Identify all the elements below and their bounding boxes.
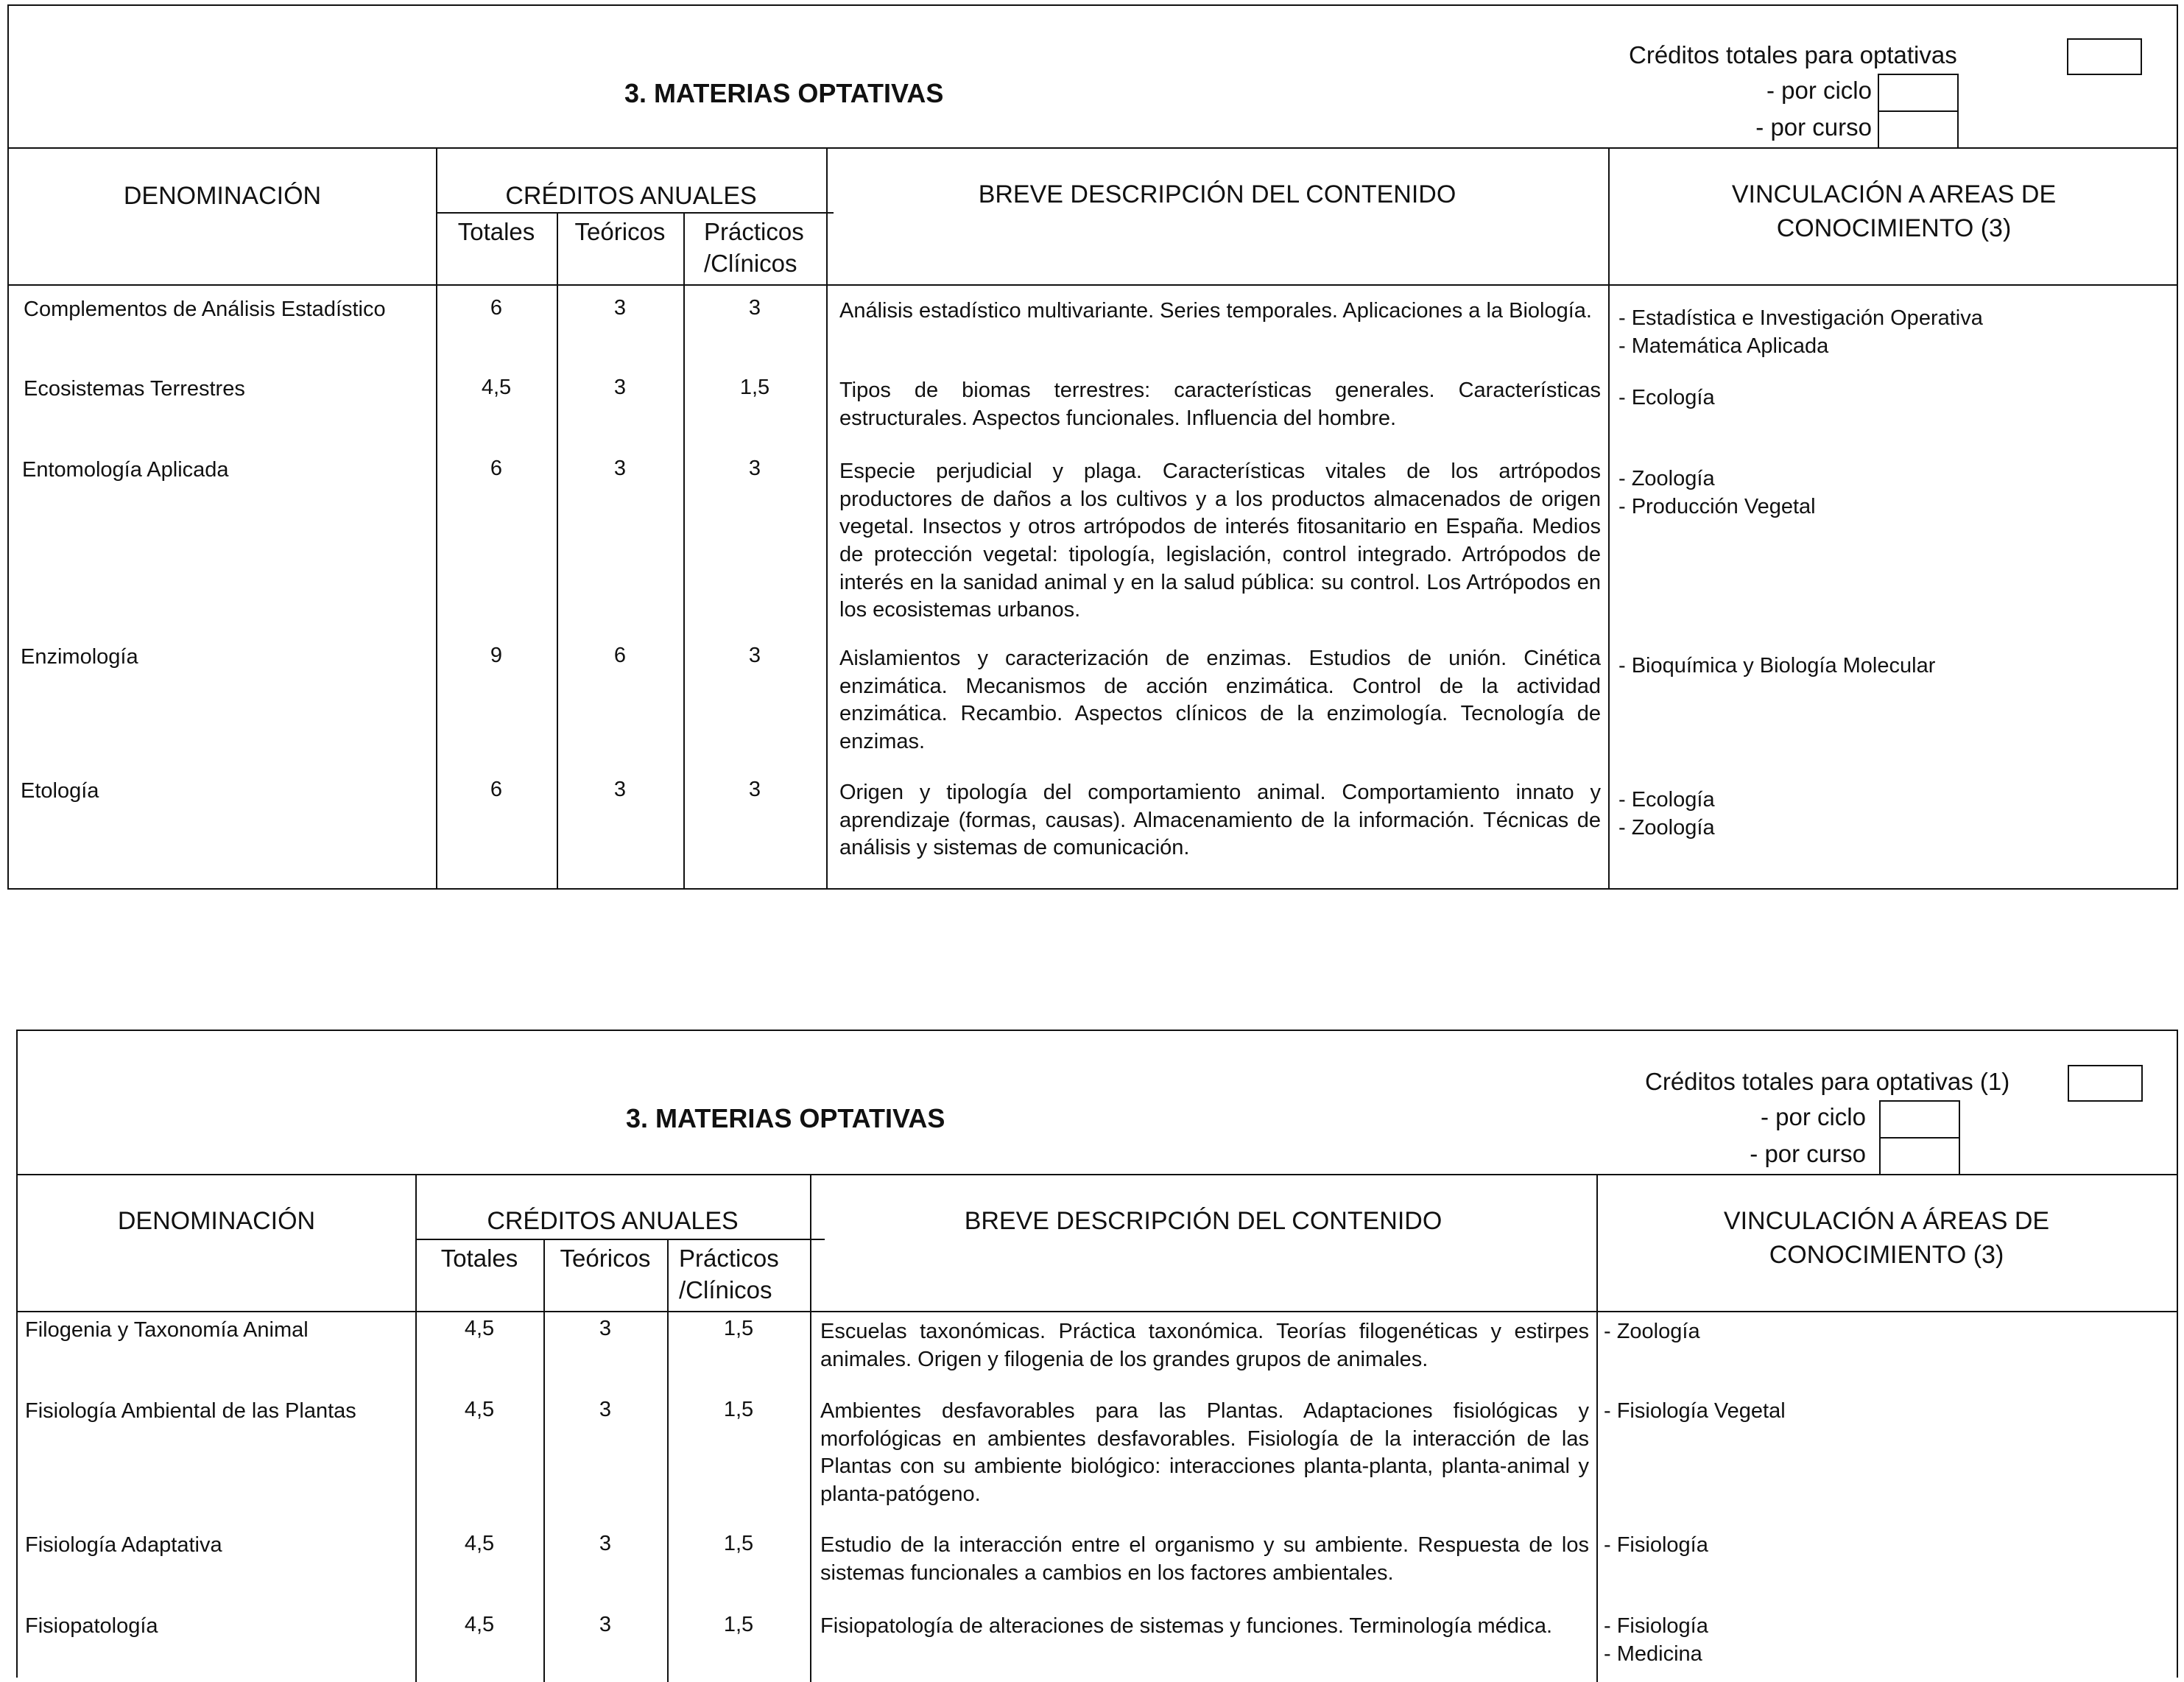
header-vinculacion-line2: CONOCIMIENTO (3) [1776,214,2012,242]
row-name: Etología [21,779,99,803]
per-cycle-label: - por ciclo [1760,1103,1866,1130]
row-name: Fisiología Ambiental de las Plantas [25,1399,356,1423]
header-denominacion: DENOMINACIÓN [123,182,322,210]
header-descripcion: BREVE DESCRIPCIÓN DEL CONTENIDO [978,180,1456,208]
header-practicos-line2: /Clínicos [679,1275,772,1303]
row-totales: 4,5 [464,1613,495,1636]
header-teoricos: Teóricos [574,218,666,245]
credits-subheader-line [415,1239,825,1240]
area-item: - Ecología [1618,386,1715,409]
row-name: Complementos de Análisis Estadístico [24,298,386,321]
row-totales: 4,5 [464,1317,495,1340]
row-practicos: 1,5 [723,1317,754,1340]
row-teoricos: 3 [599,1613,612,1636]
row-practicos: 1,5 [739,376,770,399]
area-item: - Matemática Aplicada [1618,334,1829,358]
row-totales: 4,5 [464,1532,495,1555]
row-name: Enzimología [21,645,138,669]
row-description: Estudio de la interacción entre el organismo y su ambiente. Respuesta de los sistemas funcionales a cambios en los factores ambientales. [820,1533,1589,1585]
area-item: - Zoología [1604,1320,1700,1343]
area-item: - Zoología [1618,467,1715,490]
row-teoricos: 3 [599,1398,612,1421]
row-description: Tipos de biomas terrestres: características generales. Características estructurales. Aspectos funcionales. Influencia del hombre. [839,379,1601,430]
per-course-label: - por curso [1755,113,1872,141]
row-areas [1618,787,1715,842]
area-item: - Medicina [1604,1641,1702,1666]
row-totales: 6 [490,457,503,480]
header-creditos: CRÉDITOS ANUALES [487,1207,739,1235]
row-teoricos: 3 [599,1532,612,1555]
row-areas [1604,1398,1786,1426]
header-practicos [683,217,826,280]
row-teoricos: 6 [613,644,627,667]
row-teoricos: 3 [613,457,627,480]
row-areas [1618,652,1935,680]
row-name: Fisiología Adaptativa [25,1533,222,1557]
header-top-line [18,1174,2177,1175]
row-totales: 4,5 [481,376,512,399]
header-vinculacion-line1: VINCULACIÓN A AREAS DE [1731,180,2057,208]
area-item: - Fisiología [1604,1533,1708,1557]
row-practicos: 1,5 [723,1613,754,1636]
header-vinculacion [1596,1205,2177,1273]
header-teoricos: Teóricos [560,1245,651,1272]
row-areas [1618,465,1816,521]
row-description: Fisiopatología de alteraciones de sistemas y funciones. Terminología médica. [820,1614,1553,1638]
row-name: Fisiopatología [25,1614,158,1638]
header-bottom-line [9,284,2177,286]
row-practicos: 3 [748,778,761,801]
row-practicos: 1,5 [723,1398,754,1421]
row-totales: 4,5 [464,1398,495,1421]
per-course-box [1879,1137,1960,1139]
header-totales: Totales [440,1245,518,1272]
area-item: - Zoología [1618,815,1715,840]
table-title: 3. MATERIAS OPTATIVAS [626,1103,945,1133]
row-areas [1604,1613,1708,1668]
row-name: Filogenia y Taxonomía Animal [25,1318,309,1342]
row-practicos: 1,5 [723,1532,754,1555]
row-areas [1618,384,1715,412]
row-practicos: 3 [748,457,761,480]
per-course-box [1878,110,1959,112]
header-practicos-line1: Prácticos [679,1245,779,1272]
optativas-table-1 [7,4,2178,890]
per-cycle-label: - por ciclo [1766,77,1872,104]
header-practicos-line1: Prácticos [704,218,804,245]
header-practicos [667,1243,810,1306]
credits-total-box [2068,1065,2143,1102]
table-title: 3. MATERIAS OPTATIVAS [624,78,944,108]
area-item: - Estadística e Investigación Operativa [1618,306,1983,330]
area-item: - Fisiología Vegetal [1604,1399,1786,1423]
header-vinculacion-line1: VINCULACIÓN A ÁREAS DE [1723,1207,2050,1235]
row-name: Entomología Aplicada [22,458,229,482]
header-vinculacion-line2: CONOCIMIENTO (3) [1769,1240,2004,1269]
area-item: - Producción Vegetal [1618,494,1816,518]
header-denominacion: DENOMINACIÓN [117,1207,316,1235]
credits-total-label: Créditos totales para optativas [1629,41,1957,68]
row-areas [1604,1318,1700,1346]
row-description: Escuelas taxonómicas. Práctica taxonómica. Teorías filogenéticas y estirpes animales. Origen y filogenia de los grandes grupos de animales. [820,1320,1589,1371]
header-bottom-line [18,1311,2177,1312]
row-teoricos: 3 [613,376,627,399]
header-vinculacion [1608,178,2180,246]
row-name: Ecosistemas Terrestres [24,377,245,401]
row-practicos: 3 [748,644,761,667]
row-totales: 6 [490,296,503,320]
area-item: - Fisiología [1604,1614,1708,1638]
row-areas [1618,305,1983,360]
row-practicos: 3 [748,296,761,320]
row-description: Análisis estadístico multivariante. Series temporales. Aplicaciones a la Biología. [839,299,1592,323]
header-practicos-line2: /Clínicos [704,249,797,277]
area-item: - Bioquímica y Biología Molecular [1618,654,1936,678]
credits-total-label: Créditos totales para optativas (1) [1645,1068,2010,1095]
optativas-table-2 [16,1030,2178,1678]
col-line [810,1174,811,1682]
header-top-line [9,147,2177,149]
area-item: - Ecología [1618,788,1715,812]
row-totales: 6 [490,778,503,801]
row-teoricos: 3 [599,1317,612,1340]
credits-total-box [2067,38,2142,75]
row-teoricos: 3 [613,778,627,801]
row-description: Origen y tipología del comportamiento animal. Comportamiento innato y aprendizaje (formas, causas). Almacenamiento de la información. Técnicas de análisis y sistemas de comunicación. [839,781,1601,860]
header-descripcion: BREVE DESCRIPCIÓN DEL CONTENIDO [964,1207,1443,1235]
row-description: Aislamientos y caracterización de enzimas. Estudios de unión. Cinética enzimática. Mecanismos de acción enzimática. Control de la actividad enzimática. Recambio. Aspectos clínicos de la enzimología. Tecnología de enzimas. [839,647,1601,754]
row-areas [1604,1532,1708,1560]
col-line [826,147,828,888]
header-creditos: CRÉDITOS ANUALES [505,182,757,210]
row-teoricos: 3 [613,296,627,320]
row-totales: 9 [490,644,503,667]
row-description: Ambientes desfavorables para las Plantas. Adaptaciones fisiológicas y morfológicas en ambientes desfavorables. Fisiología de la interacción de las Plantas con su ambiente biológico: interacciones planta-planta, planta-animal y planta-patógeno. [820,1399,1589,1507]
col-line [1608,147,1610,888]
header-totales: Totales [457,218,535,245]
per-course-label: - por curso [1750,1140,1866,1167]
row-description: Especie perjudicial y plaga. Características vitales de los artrópodos productores de daños a los cultivos y a los productos almacenados de origen vegetal. Insectos y otros artrópodos de interés fitosanitario en España. Medios de protección vegetal: tipología, legislación, control integrado. Artrópodos de interés en la sanidad animal y en la salud pública: su control. Los Artrópodos en los ecosistemas urbanos. [839,460,1601,622]
